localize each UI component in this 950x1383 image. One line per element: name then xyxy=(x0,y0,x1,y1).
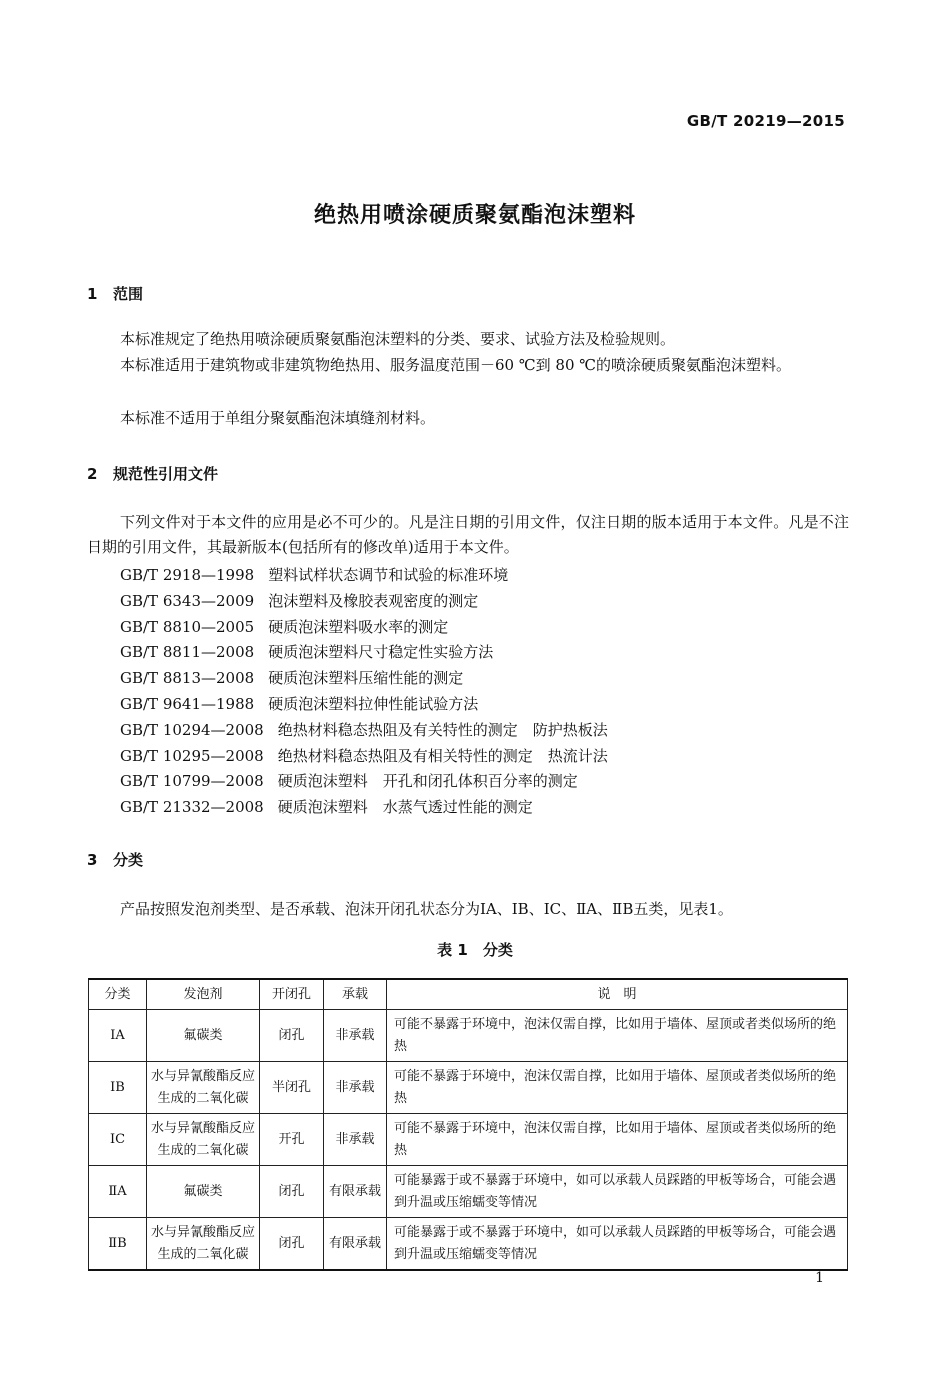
column-header: 说 明 xyxy=(387,979,848,1010)
table-cell: 水与异氰酸酯反应生成的二氧化碳 xyxy=(147,1218,260,1271)
reference-name: 塑料试样状态调节和试验的标准环境 xyxy=(268,566,509,584)
column-header: 分类 xyxy=(89,979,147,1010)
column-header: 开闭孔 xyxy=(260,979,324,1010)
table-row xyxy=(89,1010,848,1062)
reference-item xyxy=(120,615,608,641)
table-header-row xyxy=(89,979,848,1010)
table-cell: 水与异氰酸酯反应生成的二氧化碳 xyxy=(147,1062,260,1114)
reference-name: 硬质泡沫塑料拉伸性能试验方法 xyxy=(268,694,479,713)
reference-code: GB/T 9641—1988 xyxy=(120,694,255,713)
reference-code: GB/T 8810—2005 xyxy=(120,617,255,636)
reference-name: 硬质泡沫塑料 水蒸气透过性能的测定 xyxy=(277,798,533,817)
section-title: 范围 xyxy=(113,285,144,303)
reference-name: 硬质泡沫塑料 开孔和闭孔体积百分率的测定 xyxy=(277,772,578,791)
table-cell: 非承载 xyxy=(324,1010,387,1062)
section-title: 规范性引用文件 xyxy=(113,465,219,483)
table-cell: 闭孔 xyxy=(260,1010,324,1062)
table-cell: 闭孔 xyxy=(260,1218,324,1271)
table-row xyxy=(89,1114,848,1166)
table-cell: 可能不暴露于环境中，泡沫仅需自撑，比如用于墙体、屋顶或者类似场所的绝热 xyxy=(387,1062,848,1114)
reference-item xyxy=(120,692,608,718)
reference-item xyxy=(120,666,608,692)
table-cell: ⅠC xyxy=(89,1114,147,1166)
column-header: 承载 xyxy=(324,979,387,1010)
reference-name: 绝热材料稳态热阻及有关特性的测定 防护热板法 xyxy=(277,720,608,739)
table-caption: 表 1 分类 xyxy=(437,941,513,959)
reference-name: 硬质泡沫塑料吸水率的测定 xyxy=(268,617,449,636)
column-header: 发泡剂 xyxy=(147,979,260,1010)
reference-item xyxy=(120,640,608,666)
table-cell: 可能不暴露于环境中，泡沫仅需自撑，比如用于墙体、屋顶或者类似场所的绝热 xyxy=(387,1010,848,1062)
table-row xyxy=(89,1062,848,1114)
table-cell: ⅡA xyxy=(89,1166,147,1218)
classification-intro: 产品按照发泡剂类型、是否承载、泡沫开闭孔状态分为ⅠA、ⅠB、ⅠC、ⅡA、ⅡB五类，见表1。 xyxy=(120,900,733,918)
table-cell: 有限承载 xyxy=(324,1218,387,1271)
table-cell: 闭孔 xyxy=(260,1166,324,1218)
table-cell: ⅡB xyxy=(89,1218,147,1271)
scope-paragraph-3: 本标准不适用于单组分聚氨酯泡沫填缝剂材料。 xyxy=(120,409,436,427)
table-cell: ⅠA xyxy=(89,1010,147,1062)
reference-item xyxy=(120,769,608,795)
page-number: 1 xyxy=(815,1270,824,1286)
reference-name: 硬质泡沫塑料尺寸稳定性实验方法 xyxy=(268,643,494,662)
references-intro: 下列文件对于本文件的应用是必不可少的。凡是注日期的引用文件，仅注日期的版本适用于本文件。凡是不注日期的引用文件，其最新版本(包括所有的修改单)适用于本文件。 xyxy=(87,513,849,556)
reference-item xyxy=(120,589,608,615)
reference-name: 绝热材料稳态热阻及有相关特性的测定 热流计法 xyxy=(277,746,608,765)
table-cell: 非承载 xyxy=(324,1062,387,1114)
reference-code: GB/T 21332—2008 xyxy=(120,798,264,817)
table-cell: 非承载 xyxy=(324,1114,387,1166)
scope-paragraph-1: 本标准规定了绝热用喷涂硬质聚氨酯泡沫塑料的分类、要求、试验方法及检验规则。 xyxy=(120,330,676,348)
table-cell: 氟碳类 xyxy=(147,1166,260,1218)
reference-code: GB/T 6343—2009 xyxy=(120,591,255,610)
reference-item xyxy=(120,718,608,744)
reference-code: GB/T 2918—1998 xyxy=(120,566,255,584)
standard-number: GB/T 20219—2015 xyxy=(686,112,845,130)
reference-code: GB/T 10294—2008 xyxy=(120,720,264,739)
scope-paragraph-2: 本标准适用于建筑物或非建筑物绝热用、服务温度范围－60 ℃到 80 ℃的喷涂硬质聚氨酯泡沫塑料。 xyxy=(120,356,792,374)
section-number: 3 xyxy=(87,851,98,869)
reference-name: 硬质泡沫塑料压缩性能的测定 xyxy=(268,669,464,688)
classification-table xyxy=(88,978,848,1271)
table-cell: 水与异氰酸酯反应生成的二氧化碳 xyxy=(147,1114,260,1166)
table-cell: 可能暴露于或不暴露于环境中，如可以承载人员踩踏的甲板等场合，可能会遇到升温或压缩蠕变等情况 xyxy=(387,1218,848,1271)
table-cell: 可能暴露于或不暴露于环境中，如可以承载人员踩踏的甲板等场合，可能会遇到升温或压缩蠕变等情况 xyxy=(387,1166,848,1218)
table-cell: 半闭孔 xyxy=(260,1062,324,1114)
table-cell: 氟碳类 xyxy=(147,1010,260,1062)
reference-code: GB/T 10295—2008 xyxy=(120,746,264,765)
reference-name: 泡沫塑料及橡胶表观密度的测定 xyxy=(268,591,479,610)
reference-code: GB/T 8813—2008 xyxy=(120,669,255,688)
document-title: 绝热用喷涂硬质聚氨酯泡沫塑料 xyxy=(313,203,636,228)
reference-item xyxy=(120,744,608,770)
table-cell: 可能不暴露于环境中，泡沫仅需自撑，比如用于墙体、屋顶或者类似场所的绝热 xyxy=(387,1114,848,1166)
section-number: 2 xyxy=(87,465,98,483)
table-cell: 有限承载 xyxy=(324,1166,387,1218)
section-number: 1 xyxy=(87,285,98,303)
table-cell: ⅠB xyxy=(89,1062,147,1114)
section-1-heading xyxy=(87,283,143,304)
section-3-heading xyxy=(87,849,143,870)
section-2-heading xyxy=(87,463,218,484)
table-row xyxy=(89,1166,848,1218)
table-row xyxy=(89,1218,848,1271)
reference-code: GB/T 10799—2008 xyxy=(120,772,264,791)
table-cell: 开孔 xyxy=(260,1114,324,1166)
section-title: 分类 xyxy=(113,851,144,869)
reference-item xyxy=(120,563,608,589)
reference-code: GB/T 8811—2008 xyxy=(120,643,255,662)
reference-item xyxy=(120,795,608,821)
reference-list xyxy=(120,563,608,821)
